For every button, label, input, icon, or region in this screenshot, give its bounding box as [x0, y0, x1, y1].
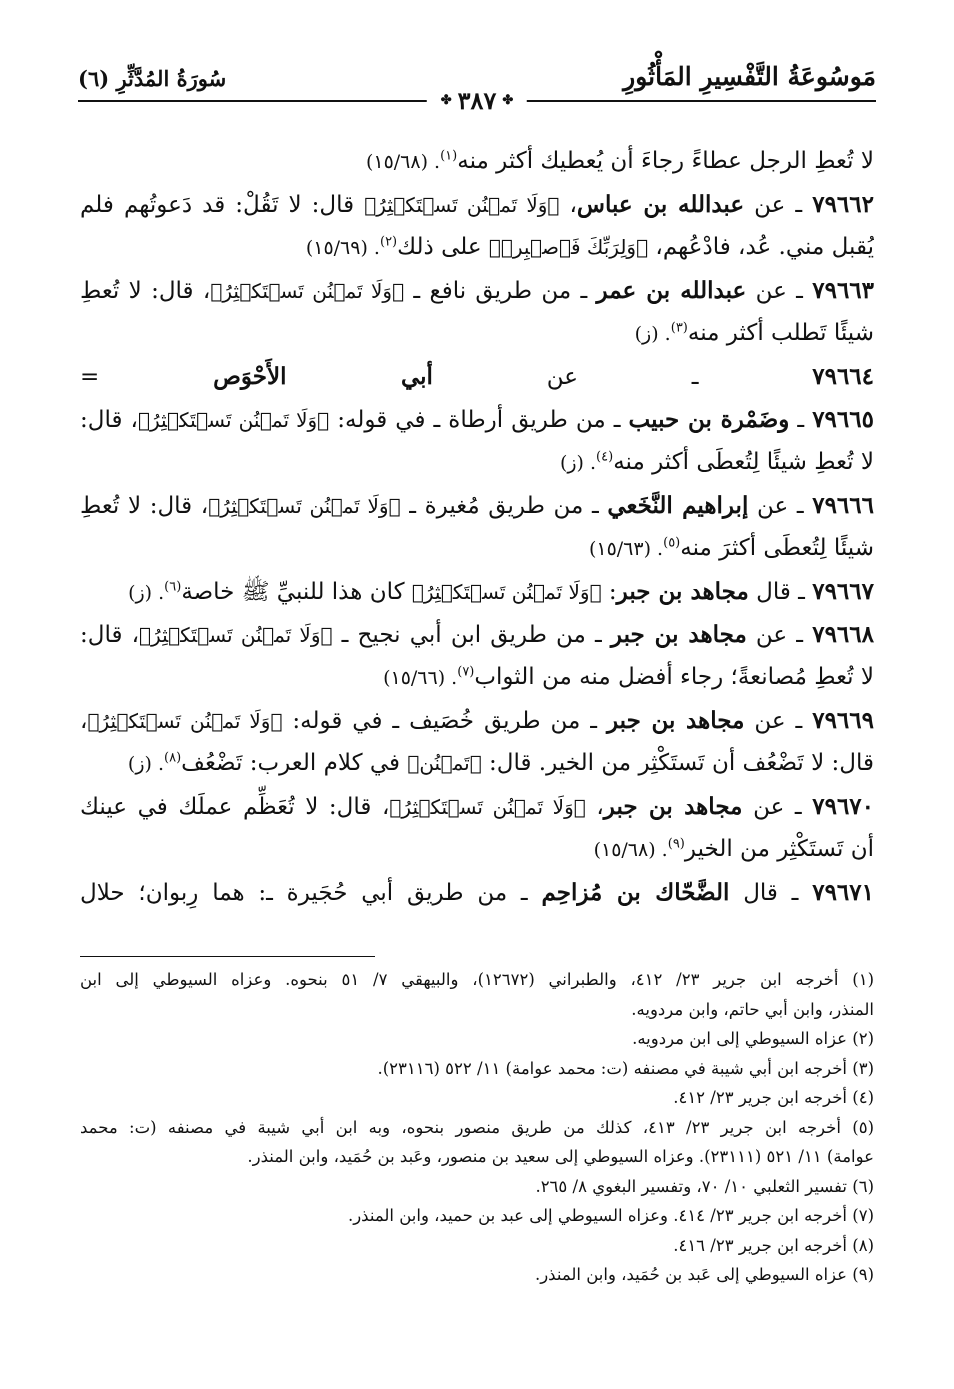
text-line	[80, 312, 874, 355]
reference: . (ز)	[559, 452, 597, 474]
text-segment: ـ من طريق أرطاة ـ في قوله:	[329, 407, 629, 433]
text-segment: ـ عن	[742, 794, 813, 820]
athar-number: ٧٩٦٦٨	[812, 621, 874, 648]
text-segment: قال: لا تَضْعُف أن تَستَكْثِر من الخير. قال:	[481, 750, 874, 776]
footnote-line: (٧) أخرجه ابن جرير ٢٣/ ٤١٤. وعزاه السيوطي إلى عبد بن حميد، وابن المنذر.	[347, 1206, 874, 1225]
narrator-name: مجاهد بن جبر	[606, 707, 745, 734]
main-text	[80, 140, 874, 914]
page-header	[78, 62, 876, 115]
text-segment: :	[601, 579, 617, 605]
footnote-divider	[80, 956, 375, 957]
reference: . (١٥/٦٣)	[588, 538, 664, 560]
footnote-line: (٨) أخرجه ابن جرير ٢٣/ ٤١٦.	[673, 1235, 874, 1255]
footnote-line: (٢) عزاه السيوطي إلى ابن مردويه.	[632, 1029, 874, 1048]
text-segment: ـ	[789, 407, 813, 433]
text-segment: شيئًا لِتُعطَى أكثرَ منه	[680, 535, 874, 561]
reference: . (١٥/٦٨)	[365, 151, 441, 173]
text-line	[80, 785, 874, 828]
text-segment: ـ من طريق مُغيرة ـ	[400, 493, 608, 519]
quran-verse: ﴿وَلَا تَمۡنُن تَسۡتَكۡثِرُ﴾	[87, 709, 283, 733]
reference: . (ز)	[634, 323, 671, 345]
footnote-marker: (٧)	[457, 664, 475, 680]
ornament-icon: ✤	[502, 93, 514, 108]
quran-verse: ﴿تَمۡنُن﴾	[407, 751, 482, 775]
footnote-marker: (٢)	[379, 234, 398, 250]
text-segment: ، قال:	[80, 407, 138, 433]
text-line	[80, 183, 874, 226]
text-segment: ـ عن	[744, 708, 813, 734]
text-line	[80, 226, 874, 269]
narrator-name: عبدالله بن عباس	[576, 191, 745, 218]
quran-verse: ﴿وَلِرَبِّكَ فَٱصۡبِرۡ﴾	[488, 235, 649, 259]
text-line	[80, 269, 874, 312]
footnote-line: عوامة) ١١/ ٥٢١ (٢٣١١١). وعزاه السيوطي إلى سعيد بن منصور، وعَبد بن حُمَيد، وابن المنذر.	[247, 1147, 874, 1166]
book-title: مَوسُوعَةُ التَّفْسِيرِ المَأْثُورِ	[623, 62, 876, 91]
text-line	[80, 871, 874, 914]
text-line	[80, 699, 874, 742]
page-number: ٣٨٧	[457, 86, 497, 115]
text-segment: ـ عن	[746, 622, 813, 648]
footnote-marker: (٩)	[667, 836, 685, 852]
quran-verse: ﴿وَلَا تَمۡنُن تَسۡتَكۡثِرُ﴾	[139, 623, 333, 647]
text-segment: قال: لا تَقُلْ: قد دَعوتُهم فلم	[80, 192, 365, 218]
text-segment: يُقبل مني. عُد، فادْعُهم،	[648, 234, 874, 260]
quran-verse: ﴿وَلَا تَمۡنُن تَسۡتَكۡثِرُ﴾	[210, 279, 405, 303]
reference: . (١٥/٦٩)	[305, 237, 380, 259]
text-segment: ،	[585, 794, 604, 820]
footnote-line: (٥) أخرجه ابن جرير ٢٣/ ٤١٣، كذلك من طريق منصور بنحوه، وبه ابن أبي شيبة في مصنفه (ت: محمد	[80, 1117, 874, 1137]
text-segment: ـ عن	[432, 364, 813, 390]
text-segment: ـ عن	[748, 493, 813, 519]
text-segment: ، قال: لا تُعَظِّم عملَك في عينك	[80, 794, 390, 820]
text-segment: ـ قال	[748, 579, 813, 605]
narrator-name: مجاهد بن جبر	[616, 578, 749, 605]
text-segment: ،	[559, 192, 577, 218]
footnote-marker: (٣)	[670, 320, 688, 336]
text-segment: لا تُعطِ الرجل عطاءً رجاءَ أن يُعطيك أكثر منه	[457, 148, 874, 174]
footnote-line: (٣) أخرجه ابن أبي شيبة في مصنفه (ت: محمد عوامة) ١١/ ٥٢٢ (٢٣١١٦).	[377, 1058, 874, 1078]
text-line	[80, 828, 874, 871]
surah-title: سُورَةُ المُدَّثِّرِ (٦)	[78, 66, 227, 91]
footnote-line: (٤) أخرجه ابن جرير ٢٣/ ٤١٢.	[673, 1088, 874, 1107]
footnote-line: (٩) عزاه السيوطي إلى عَبد بن حُمَيد، وابن المنذر.	[534, 1265, 874, 1284]
text-segment: ـ من طريق ابن أبي نجيح ـ	[332, 622, 611, 648]
athar-number: ٧٩٦٦٢	[812, 191, 874, 218]
text-line	[80, 570, 874, 613]
narrator-name: مجاهد بن جبر	[610, 621, 747, 648]
narrator-name: أبي الأَحْوَص	[213, 363, 433, 390]
text-line	[80, 140, 874, 183]
footnote-marker: (٨)	[164, 750, 182, 766]
athar-number: ٧٩٦٧٠	[812, 793, 874, 820]
footnote-marker: (١)	[440, 148, 458, 164]
athar-number: ٧٩٦٦٦	[812, 492, 874, 519]
reference: . (١٥/٦٨)	[593, 839, 668, 861]
text-segment: ـ قال	[729, 880, 813, 906]
footnote-line: (٦) تفسير الثعلبي ١٠/ ٧٠، وتفسير البغوي ٨/ ٢٦٥.	[535, 1176, 874, 1196]
quran-verse: ﴿وَلَا تَمۡنُن تَسۡتَكۡثِرُ﴾	[364, 193, 560, 217]
text-segment: لا تُعطِ شيئًا لِتُعطَى أكثر منه	[613, 449, 874, 475]
text-line	[80, 484, 874, 527]
narrator-name: إبراهيم النَّخَعي	[607, 492, 749, 519]
athar-number: ٧٩٦٦٤	[812, 363, 874, 390]
narrator-name: عبدالله بن عمر	[596, 277, 747, 304]
text-segment: ، قال: لا تُعطِ	[80, 493, 209, 519]
text-segment: =	[80, 364, 214, 390]
text-segment: ،	[80, 708, 88, 734]
quran-verse: ﴿وَلَا تَمۡنُن تَسۡتَكۡثِرُ﴾	[137, 408, 330, 432]
ornament-icon: ✤	[440, 93, 452, 108]
narrator-name: الضَّحّاك بن مُزاحِم	[541, 879, 730, 906]
text-line	[80, 613, 874, 656]
text-segment: ـ عن	[744, 192, 813, 218]
athar-number: ٧٩٦٦٧	[812, 578, 874, 605]
text-line	[80, 398, 874, 441]
text-line	[80, 355, 874, 398]
text-segment: شيئًا تَطلب أكثر منه	[687, 320, 874, 346]
text-segment: ـ من طريق نافع ـ	[404, 278, 597, 304]
text-segment: لا تُعطِ مُصانعةً؛ رجاء أفضل منه من الثواب	[474, 664, 874, 690]
athar-number: ٧٩٦٦٩	[812, 707, 874, 734]
text-segment: ـ من طريق خُصَيف ـ في قوله:	[282, 708, 607, 734]
text-segment: ، قال: لا تُعطِ	[80, 278, 211, 304]
athar-number: ٧٩٦٦٥	[812, 406, 874, 433]
text-segment: ـ عن	[746, 278, 813, 304]
text-segment: ـ من طريق أبي حُجَيرة ـ: هما رِبوان؛ حلال	[80, 880, 542, 906]
reference: . (ز)	[127, 753, 164, 775]
text-segment: ، قال:	[80, 622, 140, 648]
athar-number: ٧٩٦٧١	[812, 879, 874, 906]
text-line	[80, 441, 874, 484]
text-segment: كان هذا للنبيِّ ﷺ خاصة	[181, 579, 412, 605]
text-segment: في كلام العرب: تَضْعُف	[181, 750, 408, 776]
text-segment: على ذلك	[397, 234, 489, 260]
footnote-marker: (٦)	[164, 579, 182, 595]
narrator-name: مجاهد بن جبر	[603, 793, 743, 820]
athar-number: ٧٩٦٦٣	[812, 277, 874, 304]
text-segment: أن تَستَكْثِر من الخير	[684, 836, 874, 862]
text-line	[80, 742, 874, 785]
quran-verse: ﴿وَلَا تَمۡنُن تَسۡتَكۡثِرُ﴾	[389, 795, 586, 819]
text-line	[80, 527, 874, 570]
narrator-name: وضَمْرة بن حبيب	[628, 406, 790, 433]
footnotes	[80, 965, 874, 1290]
quran-verse: ﴿وَلَا تَمۡنُن تَسۡتَكۡثِرُ﴾	[208, 494, 401, 518]
footnote-line: (١) أخرجه ابن جرير ٢٣/ ٤١٢، والطبراني (١٢٦٧٢)، والبيهقي ٧/ ٥١ بنحوه. وعزاه السيوطي إلى ابن	[80, 970, 874, 989]
text-line	[80, 656, 874, 699]
page-number-box	[427, 86, 527, 115]
reference: . (١٥/٦٦)	[383, 667, 458, 689]
footnote-line: المنذر، وابن أبي حاتم، وابن مردويه.	[631, 999, 874, 1019]
reference: . (ز)	[128, 582, 165, 604]
quran-verse: ﴿وَلَا تَمۡنُن تَسۡتَكۡثِرُ﴾	[411, 580, 602, 604]
footnote-marker: (٥)	[663, 535, 681, 551]
footnote-marker: (٤)	[596, 449, 614, 465]
